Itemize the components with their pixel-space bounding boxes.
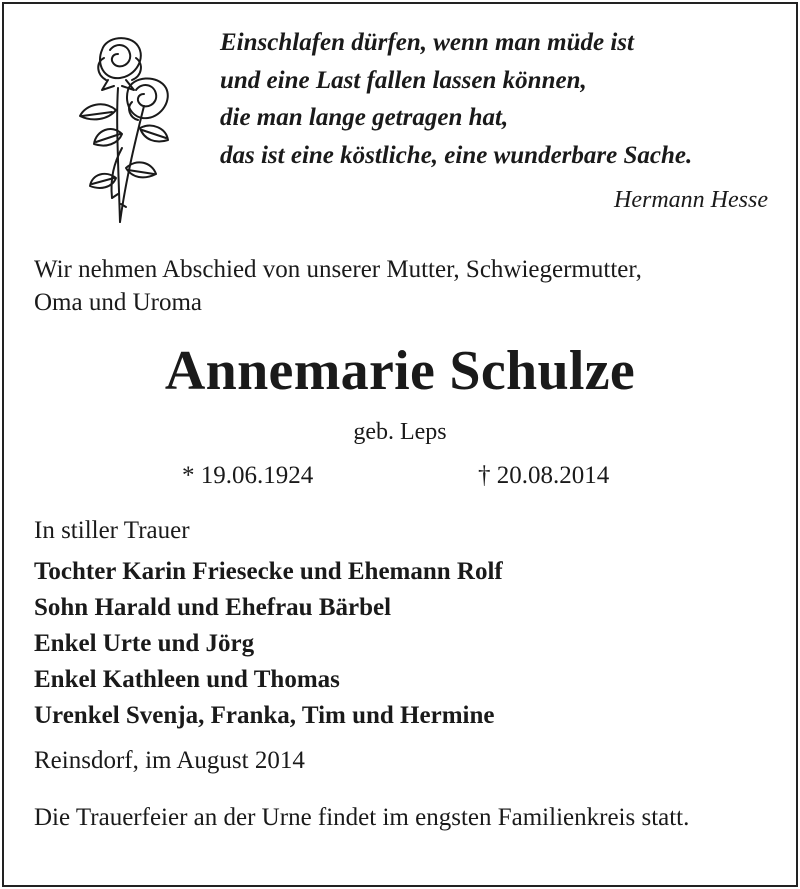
quote xyxy=(220,24,780,174)
deceased-name: Annemarie Schulze xyxy=(164,340,636,402)
mourner-entry: Sohn Harald und Ehefrau Bärbel xyxy=(34,594,392,621)
quote-line: und eine Last fallen lassen können, xyxy=(220,66,587,94)
quote-line: die man lange getragen hat, xyxy=(220,104,509,131)
rose-icon xyxy=(66,28,176,224)
mourners-label: In stiller Trauer xyxy=(34,517,190,544)
mourner-entry: Urenkel Svenja, Franka, Tim und Hermine xyxy=(34,702,495,729)
mourners-list xyxy=(34,554,503,734)
service-note: Die Trauerfeier an der Urne findet im engsten Familienkreis statt. xyxy=(34,804,690,831)
maiden-name: geb. Leps xyxy=(353,419,447,445)
birth-date: * 19.06.1924 xyxy=(182,462,314,489)
obituary-notice xyxy=(2,2,798,887)
intro-line: Wir nehmen Abschied von unserer Mutter, Schwiegermutter, xyxy=(34,256,642,283)
mourner-entry: Enkel Kathleen und Thomas xyxy=(34,666,340,693)
quote-author: Hermann Hesse xyxy=(614,187,768,213)
place-date: Reinsdorf, im August 2014 xyxy=(34,747,305,774)
mourner-entry: Enkel Urte und Jörg xyxy=(34,630,255,657)
quote-line: das ist eine köstliche, eine wunderbare Sache. xyxy=(220,141,693,169)
death-date: † 20.08.2014 xyxy=(478,462,610,489)
quote-line: Einschlafen dürfen, wenn man müde ist xyxy=(220,29,634,56)
intro-text xyxy=(34,253,784,319)
mourner-entry: Tochter Karin Friesecke und Ehemann Rolf xyxy=(34,558,503,585)
intro-line: Oma und Uroma xyxy=(34,289,203,316)
